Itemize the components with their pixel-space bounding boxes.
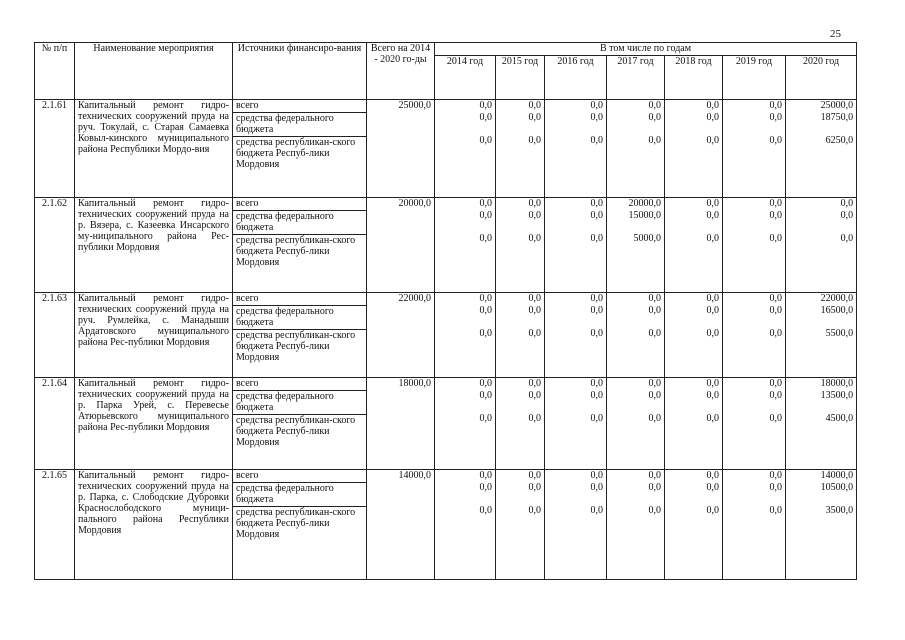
row-number: 2.1.64 [35,378,75,470]
value-federal: 0,0 [590,112,603,123]
table-row [35,100,857,198]
value-republic: 0,0 [706,233,719,244]
value-republic: 0,0 [590,505,603,516]
value-federal: 0,0 [590,482,603,493]
value-total: 0,0 [479,470,492,481]
value-federal: 0,0 [648,305,661,316]
value-total: 0,0 [590,378,603,389]
value-republic: 0,0 [769,135,782,146]
source-republic: средства республикан-ского бюджета Респуб-лики Мордовия [236,137,356,170]
total-value: 18000,0 [367,378,435,470]
value-federal: 0,0 [706,210,719,221]
value-total: 0,0 [479,198,492,209]
value-total: 0,0 [590,470,603,481]
value-total: 0,0 [528,378,541,389]
value-republic: 0,0 [590,233,603,244]
header-source: Источники финансиро-вания [233,43,367,100]
source-total: всего [233,470,366,483]
total-value: 14000,0 [367,470,435,580]
header-year: 2018 год [665,56,723,100]
year-values [607,198,665,293]
header-year: 2017 год [607,56,665,100]
value-federal: 18750,0 [820,112,854,123]
year-values [665,378,723,470]
value-republic: 0,0 [590,328,603,339]
funding-sources [233,100,367,198]
value-republic: 0,0 [479,135,492,146]
value-republic: 0,0 [706,135,719,146]
event-name: Капитальный ремонт гидро-технических сооружений пруда на р. Парка, с. Слободские Дубровки Краснослободского муници-пального района Республики Мордовия [75,470,233,580]
value-republic: 0,0 [528,135,541,146]
value-republic: 0,0 [479,233,492,244]
value-total: 0,0 [840,198,854,209]
source-republic: средства республикан-ского бюджета Респуб-лики Мордовия [236,330,356,363]
value-total: 0,0 [648,293,661,304]
budget-table [34,42,857,580]
header-year: 2014 год [435,56,496,100]
row-number: 2.1.62 [35,198,75,293]
source-federal: средства федерального бюджета [233,306,366,330]
year-values [665,198,723,293]
row-number: 2.1.65 [35,470,75,580]
year-values [723,470,786,580]
source-total: всего [233,100,366,113]
year-values [496,470,545,580]
value-federal: 0,0 [769,390,782,401]
value-federal: 13500,0 [820,390,854,401]
value-republic: 0,0 [648,328,661,339]
value-total: 0,0 [479,100,492,111]
year-values [607,100,665,198]
value-republic: 0,0 [528,233,541,244]
value-federal: 0,0 [590,305,603,316]
value-republic: 5000,0 [633,233,661,244]
value-total: 0,0 [706,293,719,304]
value-federal: 0,0 [528,390,541,401]
year-values [545,378,607,470]
value-federal: 0,0 [528,112,541,123]
value-total: 0,0 [528,293,541,304]
year-values [607,378,665,470]
value-federal: 0,0 [648,390,661,401]
year-values [435,378,496,470]
value-federal: 0,0 [479,112,492,123]
value-federal: 0,0 [590,390,603,401]
year-values [786,293,857,378]
year-values [435,293,496,378]
header-by-years: В том числе по годам [435,43,857,56]
value-total: 0,0 [590,293,603,304]
value-total: 0,0 [479,293,492,304]
value-republic: 4500,0 [825,413,854,424]
value-total: 0,0 [590,100,603,111]
value-republic: 0,0 [769,505,782,516]
year-values [723,378,786,470]
year-values [607,470,665,580]
value-total: 18000,0 [820,378,854,389]
value-republic: 0,0 [648,413,661,424]
header-year: 2019 год [723,56,786,100]
value-republic: 0,0 [706,505,719,516]
value-federal: 0,0 [769,305,782,316]
value-total: 14000,0 [820,470,854,481]
value-federal: 0,0 [769,482,782,493]
value-total: 0,0 [648,470,661,481]
value-federal: 0,0 [590,210,603,221]
table-row [35,293,857,378]
value-federal: 0,0 [528,210,541,221]
value-federal: 0,0 [706,390,719,401]
value-federal: 0,0 [648,482,661,493]
year-values [723,100,786,198]
source-total: всего [233,198,366,211]
header-total: Всего на 2014 - 2020 го-ды [367,43,435,100]
year-values [545,470,607,580]
value-republic: 0,0 [528,413,541,424]
value-republic: 0,0 [528,505,541,516]
year-values [496,293,545,378]
value-federal: 0,0 [706,305,719,316]
value-republic: 0,0 [479,505,492,516]
value-federal: 15000,0 [628,210,661,221]
year-values [545,198,607,293]
funding-sources [233,470,367,580]
value-republic: 0,0 [706,413,719,424]
source-total: всего [233,378,366,391]
value-federal: 0,0 [479,390,492,401]
value-total: 0,0 [590,198,603,209]
header-year: 2020 год [786,56,857,100]
table-row [35,378,857,470]
event-name: Капитальный ремонт гидро-технических сооружений пруда на руч. Румлейка, с. Манадыши Ардатовского муниципального района Рес-публики Мордовия [75,293,233,378]
value-federal: 0,0 [479,210,492,221]
table-row [35,470,857,580]
value-total: 0,0 [706,100,719,111]
value-total: 25000,0 [820,100,854,111]
value-republic: 0,0 [840,233,854,244]
value-total: 0,0 [528,198,541,209]
value-total: 0,0 [528,100,541,111]
value-total: 0,0 [769,378,782,389]
value-federal: 0,0 [706,482,719,493]
source-federal: средства федерального бюджета [233,211,366,235]
year-values [665,293,723,378]
value-total: 0,0 [528,470,541,481]
value-total: 0,0 [706,470,719,481]
year-values [496,378,545,470]
header-name: Наименование мероприятия [75,43,233,100]
value-republic: 0,0 [648,135,661,146]
year-values [496,198,545,293]
header-year: 2016 год [545,56,607,100]
value-republic: 6250,0 [825,135,854,146]
value-federal: 0,0 [528,305,541,316]
year-values [545,293,607,378]
year-values [786,198,857,293]
total-value: 20000,0 [367,198,435,293]
source-republic: средства республикан-ского бюджета Респуб-лики Мордовия [236,235,356,268]
value-republic: 3500,0 [825,505,854,516]
value-republic: 0,0 [590,135,603,146]
table-row [35,198,857,293]
source-republic: средства республикан-ского бюджета Респуб-лики Мордовия [236,415,356,448]
funding-sources [233,378,367,470]
value-total: 0,0 [706,378,719,389]
year-values [545,100,607,198]
value-federal: 0,0 [769,112,782,123]
row-number: 2.1.63 [35,293,75,378]
value-republic: 0,0 [769,413,782,424]
value-federal: 10500,0 [820,482,854,493]
value-federal: 0,0 [528,482,541,493]
value-total: 0,0 [648,378,661,389]
value-total: 0,0 [648,100,661,111]
value-republic: 0,0 [528,328,541,339]
value-republic: 0,0 [769,233,782,244]
year-values [786,470,857,580]
total-value: 25000,0 [367,100,435,198]
value-republic: 0,0 [479,328,492,339]
source-total: всего [233,293,366,306]
value-total: 0,0 [769,470,782,481]
year-values [665,470,723,580]
value-federal: 0,0 [706,112,719,123]
year-values [496,100,545,198]
row-number: 2.1.61 [35,100,75,198]
year-values [723,293,786,378]
source-federal: средства федерального бюджета [233,391,366,415]
year-values [786,100,857,198]
event-name: Капитальный ремонт гидро-технических сооружений пруда на руч. Токулай, с. Старая Самаевка Ковыл-кинского муниципального района Республики Мордо-вия [75,100,233,198]
value-total: 0,0 [479,378,492,389]
value-federal: 0,0 [479,305,492,316]
total-value: 22000,0 [367,293,435,378]
value-republic: 0,0 [769,328,782,339]
source-republic: средства республикан-ского бюджета Респуб-лики Мордовия [236,507,356,540]
year-values [723,198,786,293]
event-name: Капитальный ремонт гидро-технических сооружений пруда на р. Парка Урей, с. Перевесье Атюрьевского муниципального района Рес-публики Мордовия [75,378,233,470]
value-total: 0,0 [769,198,782,209]
funding-sources [233,198,367,293]
value-total: 0,0 [769,100,782,111]
value-federal: 0,0 [840,210,854,221]
value-republic: 5500,0 [825,328,854,339]
value-federal: 0,0 [648,112,661,123]
value-total: 0,0 [769,293,782,304]
value-total: 22000,0 [820,293,854,304]
value-federal: 16500,0 [820,305,854,316]
year-values [665,100,723,198]
value-republic: 0,0 [590,413,603,424]
event-name: Капитальный ремонт гидро-технических сооружений пруда на р. Вязера, с. Казеевка Инсарского му-ниципального района Рес-публики Мордовия [75,198,233,293]
value-federal: 0,0 [769,210,782,221]
value-republic: 0,0 [706,328,719,339]
year-values [435,198,496,293]
header-year: 2015 год [496,56,545,100]
year-values [607,293,665,378]
source-federal: средства федерального бюджета [233,483,366,507]
value-total: 0,0 [706,198,719,209]
year-values [435,470,496,580]
value-federal: 0,0 [479,482,492,493]
value-total: 20000,0 [628,198,661,209]
page-number: 25 [830,28,841,40]
value-republic: 0,0 [479,413,492,424]
source-federal: средства федерального бюджета [233,113,366,137]
value-republic: 0,0 [648,505,661,516]
year-values [435,100,496,198]
funding-sources [233,293,367,378]
header-num: № п/п [35,43,75,100]
year-values [786,378,857,470]
